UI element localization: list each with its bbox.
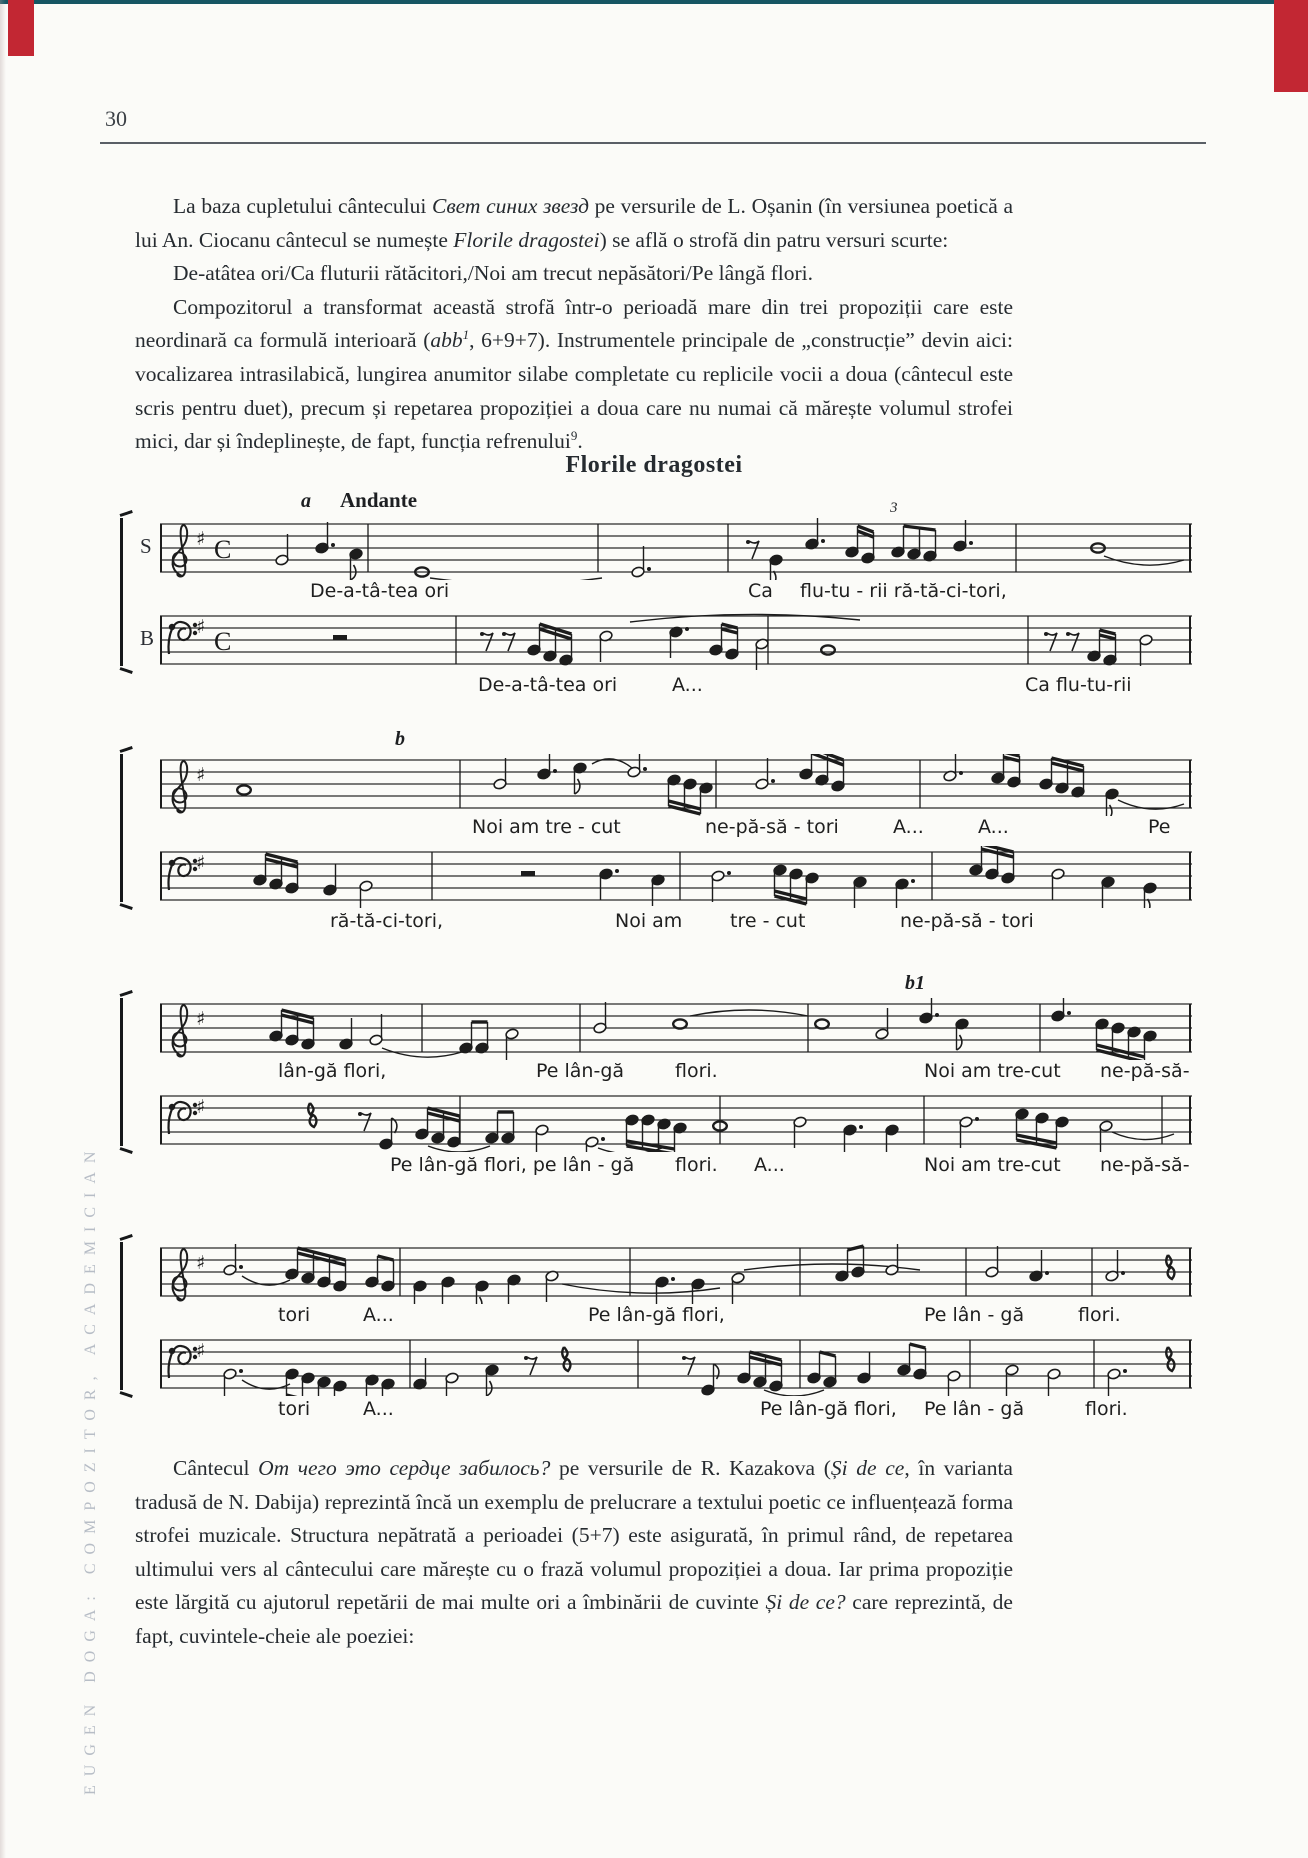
section-mark-b: b [395, 728, 405, 750]
soprano-staff [160, 1242, 1192, 1304]
svg-text:♯: ♯ [196, 1008, 206, 1030]
bass-lyrics-row [160, 1398, 1192, 1422]
paragraph-intro-2 [135, 291, 1013, 459]
text-run: Compozitorul a transformat această strofă într-o perioadă mare din trei propoziții care este neordinară ca formulă interioară ( [135, 294, 1013, 353]
text-run: , în varianta tradusă de N. Dabija) reprezintă încă un exemplu de prelucrare a textului poetic ce influențează forma strofei muzicale. Structura nepătrată a perioadei (5+7) este asigurată, în primul rând, de repetarea ultimului vers al cântecului care mărește cu o frază volumul propoziției a doua. Iar prima propoziție este lărgită cu ajutorul repetării de mai multe ori a îmbinării de cuvinte [135, 1456, 1013, 1615]
intro-text-block [135, 190, 1013, 459]
text-run: , 6+9+7). Instrumentele principale de „construcție” devin aici: vocalizarea intrasilabică, lungirea anumitor silabe completate cu replicile vocii a doua (cântecul este scris pentru duet), precum și repetarea propoziției a doua care nu numai că mărește volumul strofei mici, dar și îndeplinește, de fapt, funcția refrenului [135, 328, 1013, 454]
svg-text:♯: ♯ [196, 852, 206, 874]
lyric-syllable: Pe lân-gă flori, pe lân - gă [390, 1154, 635, 1176]
text-run: care reprezintă, de fapt, cuvintele-cheie ale poeziei: [135, 1590, 1013, 1648]
text-run: pe versurile de R. Kazakova ( [550, 1456, 831, 1480]
lyric-syllable: Ca flu-tu-rii [1025, 674, 1132, 696]
paragraph-outro-1 [135, 1452, 1013, 1654]
voice-label-soprano: S [140, 534, 152, 558]
section-mark-b1: b1 [905, 972, 925, 994]
bass-staff [160, 846, 1192, 908]
lyric-syllable: Pe lân-gă flori, [760, 1398, 897, 1420]
lyric-syllable: A... [672, 674, 703, 696]
lyric-syllable: De-a-tâ-tea ori [478, 674, 618, 696]
bass-staff [160, 1334, 1192, 1396]
bass-lyrics-row [160, 910, 1192, 934]
lyric-syllable: ră-tă-ci-tori, [330, 910, 444, 932]
lyric-syllable: flu-tu - rii ră-tă-ci-tori, [800, 580, 1007, 602]
verse-line [135, 257, 1013, 291]
svg-text:♯: ♯ [196, 764, 206, 786]
sidebar-vertical-title: EUGEN DOGA: COMPOZITOR, ACADEMICIAN [82, 1142, 99, 1795]
bass-staff [160, 1090, 1192, 1152]
lyric-syllable: tori [278, 1398, 311, 1420]
soprano-lyrics-row [160, 1304, 1192, 1328]
scan-edge-shadow [0, 0, 6, 1858]
svg-text:C: C [214, 627, 232, 656]
corner-tab-right [1274, 0, 1308, 92]
formula-abb: abb [430, 328, 463, 353]
svg-text:♯: ♯ [196, 528, 206, 550]
lyric-syllable: Noi am tre - cut [472, 816, 621, 838]
text-run: . [577, 429, 583, 454]
corner-tab-left [8, 0, 34, 56]
song-title-romanian: Florile dragostei [453, 227, 600, 252]
system-bracket [120, 518, 131, 666]
lyric-syllable: A... [754, 1154, 785, 1176]
lyric-syllable: flori. [1078, 1304, 1121, 1326]
lyric-syllable: A... [363, 1304, 394, 1326]
section-mark-a: a [301, 490, 311, 512]
system-bracket [120, 754, 131, 902]
lyric-syllable: A... [978, 816, 1009, 838]
bass-lyrics-row [160, 674, 1192, 698]
formula-superscript: 1 [462, 327, 470, 343]
soprano-staff [160, 518, 1192, 580]
lyric-syllable: A... [363, 1398, 394, 1420]
svg-text:♯: ♯ [196, 1096, 206, 1118]
lyric-syllable: Pe lân-gă flori, [588, 1304, 725, 1326]
text-run: Cântecul [173, 1456, 259, 1480]
triplet-mark: 3 [890, 500, 898, 516]
text-run: ) se află o strofă din patru versuri scurte: [599, 227, 949, 252]
lyric-syllable: tori [278, 1304, 311, 1326]
lyric-syllable: lân-gă flori, [278, 1060, 387, 1082]
lyric-syllable: Pe lân - gă [924, 1304, 1025, 1326]
soprano-lyrics-row [160, 1060, 1192, 1084]
score-system-4 [118, 1212, 1198, 1424]
soprano-lyrics-row [160, 580, 1192, 604]
system-bracket [120, 998, 131, 1146]
outro-text-block [135, 1452, 1013, 1654]
svg-text:♯: ♯ [196, 1252, 206, 1274]
lyric-syllable: flori. [1085, 1398, 1128, 1420]
bass-lyrics-row [160, 1154, 1192, 1178]
lyric-syllable: Noi am tre-cut [924, 1060, 1061, 1082]
score-system-2 [118, 724, 1198, 936]
top-accent-line [0, 0, 1308, 4]
lyric-syllable: Pe [1148, 816, 1171, 838]
score-system-1 [118, 488, 1198, 700]
score-title: Florile dragostei [565, 452, 743, 478]
lyric-syllable: flori. [675, 1060, 718, 1082]
soprano-staff [160, 754, 1192, 816]
lyric-syllable: ne-pă-să- [1100, 1060, 1190, 1082]
page-number: 30 [105, 106, 127, 131]
bass-staff [160, 610, 1192, 672]
svg-text:♯: ♯ [196, 1340, 206, 1362]
voice-label-bass: B [140, 626, 155, 650]
verse-text: De-atâtea ori/Ca fluturii rătăcitori,/Noi am trecut nepăsători/Pe lângă flori. [173, 261, 813, 286]
lyric-syllable: ne-pă-să - tori [900, 910, 1034, 932]
soprano-lyrics-row [160, 816, 1192, 840]
system-bracket [120, 1242, 131, 1390]
score-system-3 [118, 968, 1198, 1180]
text-run: La baza cupletului cântecului [173, 194, 432, 218]
header-rule [100, 142, 1206, 144]
lyric-syllable: Ca [748, 580, 773, 602]
footnote-ref-9: 9 [570, 428, 578, 443]
key-words-italic: Și de ce? [765, 1590, 846, 1615]
lyric-syllable: ne-pă-să - tori [705, 816, 839, 838]
svg-text:C: C [214, 535, 232, 564]
song-title-russian-2: От чего это сердце забилось? [258, 1456, 551, 1480]
song-title-romanian-2: Și de ce [830, 1456, 905, 1480]
tempo-marking: Andante [340, 488, 418, 512]
lyric-syllable: ne-pă-să- [1100, 1154, 1190, 1176]
lyric-syllable: A... [893, 816, 924, 838]
paragraph-intro-1 [135, 190, 1013, 257]
lyric-syllable: Noi am tre-cut [924, 1154, 1061, 1176]
text-run: pe versurile de L. Oșanin (în versiunea poetică a lui An. Ciocanu cântecul se numește [135, 194, 1013, 252]
lyric-syllable: Pe lân - gă [924, 1398, 1025, 1420]
lyric-syllable: De-a-tâ-tea ori [310, 580, 450, 602]
lyric-syllable: flori. [675, 1154, 718, 1176]
lyric-syllable: tre - cut [730, 910, 806, 932]
song-title-russian: Свет синих звезд [432, 194, 589, 218]
soprano-staff [160, 998, 1192, 1060]
lyric-syllable: Pe lân-gă [536, 1060, 625, 1082]
lyric-syllable: Noi am [615, 910, 683, 932]
svg-text:♯: ♯ [196, 616, 206, 638]
